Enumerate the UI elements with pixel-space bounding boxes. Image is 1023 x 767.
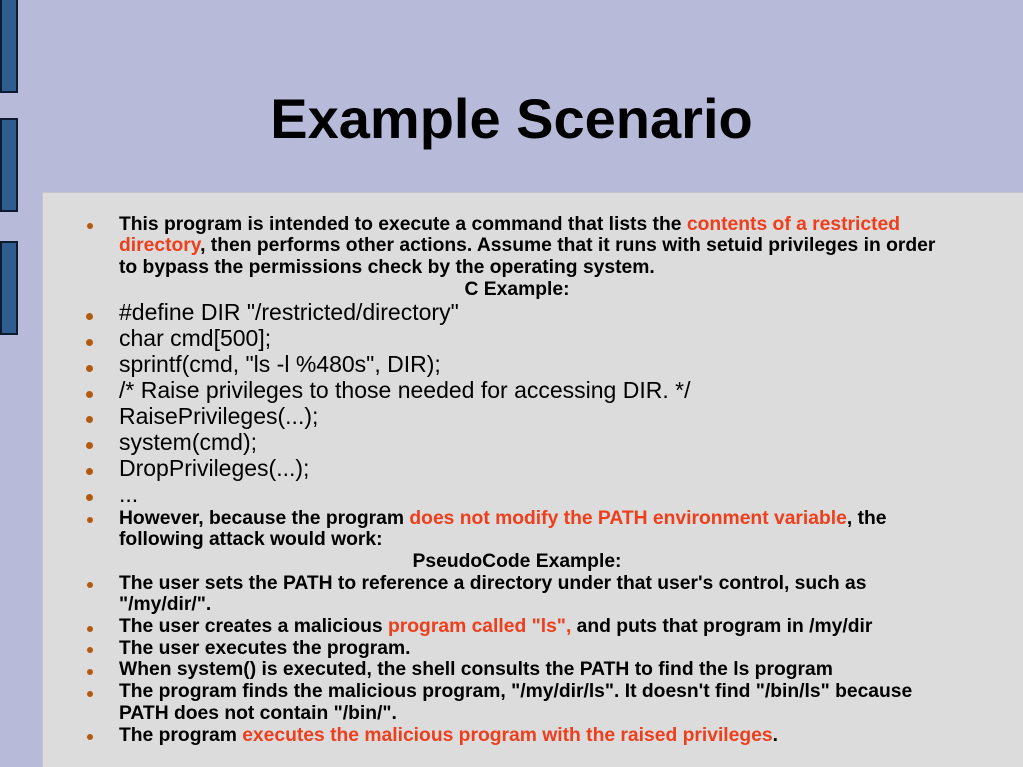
code-line-text: sprintf(cmd, "ls -l %480s", DIR); <box>119 351 441 378</box>
slide-title: Example Scenario <box>270 87 753 150</box>
highlighted-text: program called "ls", <box>388 616 572 638</box>
code-line <box>119 300 949 326</box>
bullet-icon <box>87 734 93 740</box>
bullet-icon <box>87 669 93 675</box>
bullet-text: When system() is executed, the shell consults the PATH to find the ls program <box>119 659 833 681</box>
code-line <box>119 326 949 352</box>
bullet-icon <box>86 391 93 398</box>
attack-step <box>119 573 949 616</box>
code-line-text: RaisePrivileges(...); <box>119 402 319 429</box>
bullet-icon <box>87 691 93 697</box>
attack-step <box>119 638 949 660</box>
bullet-icon <box>86 339 93 346</box>
bullet-icon <box>86 313 93 320</box>
code-line <box>119 378 949 404</box>
bullet-text: . <box>772 724 778 746</box>
c-example-heading: C Example: <box>464 278 570 300</box>
bullet-icon <box>87 223 93 229</box>
bullet-icon <box>87 582 93 588</box>
bullet-icon <box>86 468 93 475</box>
code-line <box>119 430 949 456</box>
bullet-icon <box>86 365 93 372</box>
bullet-text: However, because the program <box>119 507 410 529</box>
code-line-text: #define DIR "/restricted/directory" <box>119 299 459 326</box>
attack-step <box>119 681 949 724</box>
attack-step <box>119 725 949 747</box>
code-line <box>119 352 949 378</box>
code-line <box>119 482 949 508</box>
attack-step <box>119 659 949 681</box>
bullet-text: The user executes the program. <box>119 637 411 659</box>
bullet-list <box>119 214 949 747</box>
bullet-item-however <box>119 508 949 551</box>
bullet-icon <box>87 626 93 632</box>
code-line-text: system(cmd); <box>119 428 257 455</box>
bullet-text: This program is intended to execute a command that lists the <box>119 213 687 235</box>
bullet-text: , then performs other actions. Assume that it runs with setuid privileges in order to bypass the permissions check by the operating system. <box>119 235 936 278</box>
code-line-text: DropPrivileges(...); <box>119 454 310 481</box>
code-line-text: ... <box>119 480 139 507</box>
bullet-text: , the following attack would work: <box>119 507 887 551</box>
bullet-icon <box>87 647 93 653</box>
code-line <box>119 404 949 430</box>
bullet-text: and puts that program in /my/dir <box>571 616 873 638</box>
bullet-icon <box>86 442 93 449</box>
bullet-icon <box>86 416 93 423</box>
bullet-text: The user sets the PATH to reference a directory under that user's control, such as "/my/dir/". <box>119 572 867 616</box>
attack-step <box>119 616 949 638</box>
left-accent-bar <box>0 241 18 335</box>
content-box <box>42 192 1023 767</box>
highlighted-text: does not modify the PATH environment variable <box>409 507 847 529</box>
highlighted-text: contents of a restricted directory <box>119 213 901 257</box>
highlighted-text: executes the malicious program with the raised privileges <box>242 724 773 746</box>
code-line-text: /* Raise privileges to those needed for accessing DIR. */ <box>119 377 691 404</box>
bullet-icon <box>86 494 93 501</box>
bullet-text: The user creates a malicious <box>119 616 388 638</box>
pseudocode-example-heading: PseudoCode Example: <box>412 550 622 572</box>
code-line-text: char cmd[500]; <box>119 325 272 352</box>
bullet-text: The program <box>119 724 243 746</box>
bullet-item-intro <box>119 214 949 279</box>
code-line <box>119 456 949 482</box>
left-accent-bar <box>0 0 18 93</box>
bullet-text: The program finds the malicious program, "/my/dir/ls". It doesn't find "/bin/ls" because PATH does not contain "/bin/". <box>119 681 913 724</box>
bullet-icon <box>87 517 93 523</box>
